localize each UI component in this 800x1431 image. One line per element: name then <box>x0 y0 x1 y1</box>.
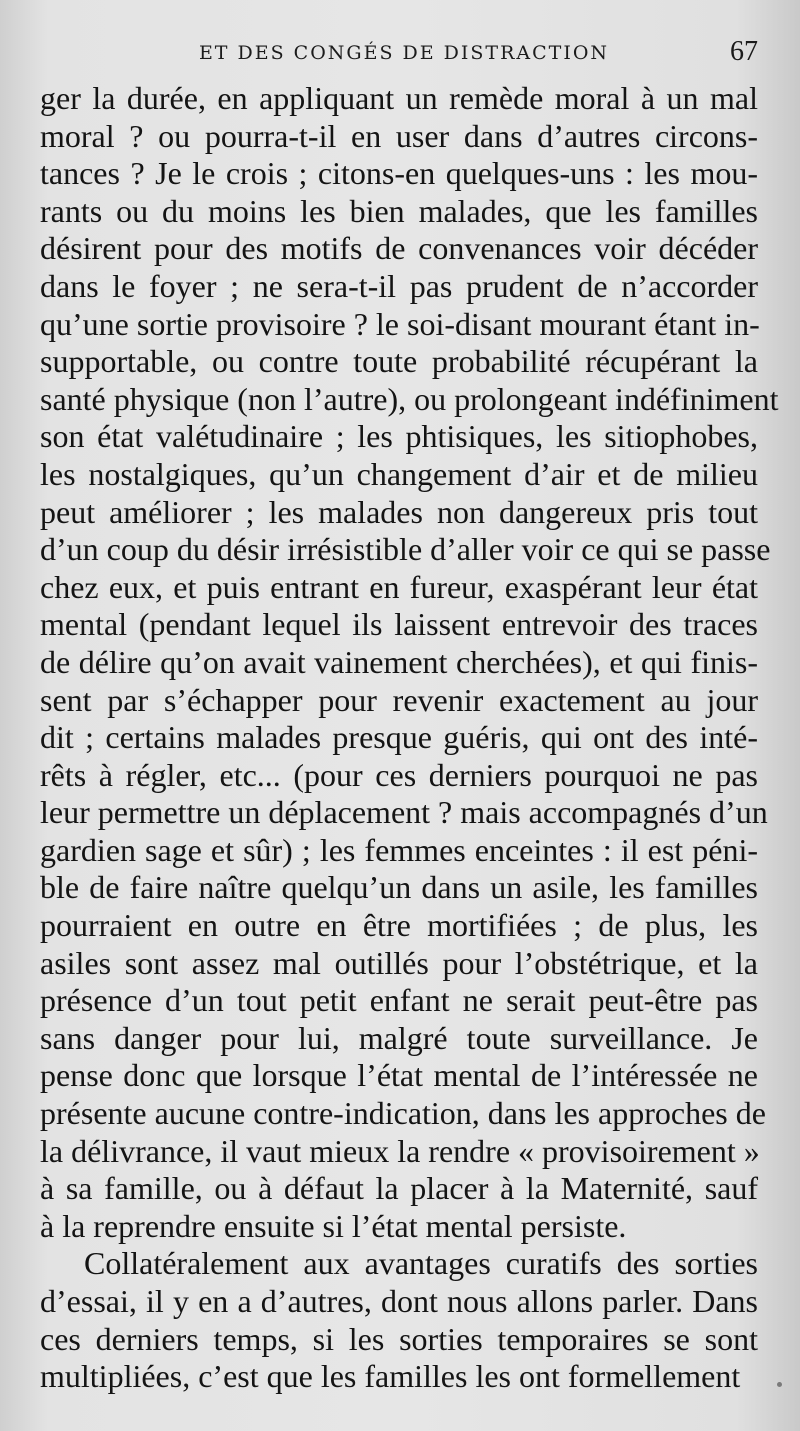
text-line: ger la durée, en appliquant un remède moral à un mal <box>40 80 758 116</box>
text-line: chez eux, et puis entrant en fureur, exaspérant leur état <box>40 568 758 605</box>
text-line: de délire qu’on avait vainement cherchées), et qui finis- <box>40 643 758 680</box>
text-line: rants ou du moins les bien malades, que les familles <box>40 192 758 229</box>
text-line: rêts à régler, etc... (pour ces derniers pourquoi ne pas <box>40 756 758 793</box>
body-text <box>40 80 779 1396</box>
text-line: supportable, ou contre toute probabilité récupérant la <box>40 343 758 380</box>
text-line: d’essai, il y en a d’autres, dont nous allons parler. Dans <box>40 1283 758 1319</box>
text-line: les nostalgiques, qu’un changement d’air et de milieu <box>40 455 758 492</box>
text-line: sans danger pour lui, malgré toute surveillance. Je <box>40 1019 758 1056</box>
page-number: 67 <box>730 36 758 67</box>
text-line: mental (pendant lequel ils laissent entrevoir des traces <box>40 606 758 643</box>
text-line: sent par s’échapper pour revenir exactement au jour <box>40 681 758 718</box>
text-line: ble de faire naître quelqu’un dans un asile, les familles <box>40 869 758 906</box>
text-line: tances ? Je le crois ; citons-en quelques-uns : les mou- <box>40 155 758 192</box>
running-head: ET DES CONGÉS DE DISTRACTION <box>198 42 610 64</box>
text-line: désirent pour des motifs de convenances voir décéder <box>40 230 758 267</box>
text-line: pense donc que lorsque l’état mental de l’intéressée ne <box>40 1057 758 1094</box>
text-line: moral ? ou pourra-t-il en user dans d’autres circons- <box>40 117 758 154</box>
text-line: leur permettre un déplacement ? mais accompagnés d’un <box>40 794 768 831</box>
text-line: santé physique (non l’autre), ou prolongeant indéfiniment <box>40 380 779 417</box>
text-line: dit ; certains malades presque guéris, qui ont des inté- <box>40 719 758 756</box>
text-line: présence d’un tout petit enfant ne serait peut-être pas <box>40 982 758 1019</box>
paragraph <box>40 1245 758 1395</box>
text-line: son état valétudinaire ; les phtisiques, les sitiophobes, <box>40 418 758 455</box>
text-line: dans le foyer ; ne sera-t-il pas prudent de n’accorder <box>40 267 758 304</box>
print-speck <box>777 1382 782 1387</box>
text-line: qu’une sortie provisoire ? le soi-disant mourant étant in- <box>40 305 760 342</box>
text-line: à sa famille, ou à défaut la placer à la Maternité, sauf <box>40 1170 758 1207</box>
text-line: à la reprendre ensuite si l’état mental persiste. <box>40 1207 627 1244</box>
text-line: présente aucune contre-indication, dans les approches de <box>40 1095 766 1132</box>
text-line: pourraient en outre en être mortifiées ; de plus, les <box>40 907 758 944</box>
text-line: ces derniers temps, si les sorties temporaires se sont <box>40 1320 758 1357</box>
text-line: asiles sont assez mal outillés pour l’obstétrique, et la <box>40 944 758 981</box>
page-header <box>40 30 768 70</box>
text-line: multipliées, c’est que les familles les ont formellement <box>40 1358 741 1395</box>
text-line: la délivrance, il vaut mieux la rendre « provisoirement » <box>40 1132 760 1169</box>
text-line: d’un coup du désir irrésistible d’aller voir ce qui se passe <box>40 531 771 568</box>
text-line: peut améliorer ; les malades non dangereux pris tout <box>40 493 758 530</box>
text-line: gardien sage et sûr) ; les femmes enceintes : il est péni- <box>40 831 758 868</box>
paragraph <box>40 80 779 1245</box>
text-line: Collatéralement aux avantages curatifs des sorties <box>84 1245 758 1282</box>
